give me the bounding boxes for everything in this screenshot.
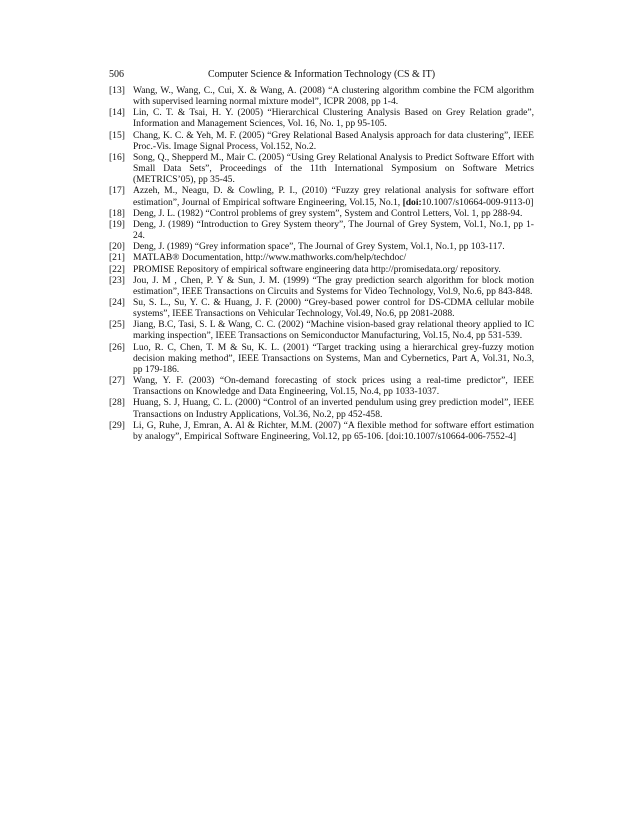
reference-number: [16] — [109, 151, 125, 163]
reference-item — [109, 420, 534, 442]
reference-item — [109, 208, 534, 219]
reference-number: [19] — [109, 218, 125, 230]
reference-item — [109, 319, 534, 341]
reference-list — [109, 85, 534, 442]
reference-text: Li, G, Ruhe, J, Emran, A. Al & Richter, M.M. (2007) “A flexible method for software effort estimation by analogy”, Empirical Software Engineering, Vol.12, pp 65-106. [doi:10.1007/s10664-006-7552-4] — [133, 419, 534, 442]
reference-number: [25] — [109, 319, 125, 331]
reference-item — [109, 152, 534, 185]
reference-text: Huang, S. J, Huang, C. L. (2000) “Control of an inverted pendulum using grey prediction model”, IEEE Transactions on Industry Applications, Vol.36, No.2, pp 452-458. — [133, 397, 534, 420]
reference-item — [109, 275, 534, 297]
reference-number: [17] — [109, 185, 125, 197]
reference-text: MATLAB® Documentation, http://www.mathworks.com/help/techdoc/ — [133, 252, 407, 264]
reference-text: Su, S. L., Su, Y. C. & Huang, J. F. (2000) “Grey-based power control for DS-CDMA cellular mobile systems”, IEEE Transactions on Vehicular Technology, Vol.49, No.6, pp 2081-2088. — [133, 296, 534, 320]
reference-number: [13] — [109, 85, 125, 96]
reference-doi: 10.1007/s10664-009-9113-0] — [421, 196, 534, 208]
reference-item — [109, 375, 534, 397]
reference-item — [109, 219, 534, 241]
reference-text: Jou, J. M , Chen, P. Y & Sun, J. M. (1999) “The gray prediction search algorithm for block motion estimation”, IEEE Transactions on Circuits and Systems for Video Technology, Vol.9, No.6, pp 843-848. — [133, 274, 534, 297]
reference-item — [109, 297, 534, 319]
journal-title: Computer Science & Information Technology (CS & IT) — [207, 69, 436, 80]
reference-doi-label: [doi: — [402, 196, 422, 208]
reference-item — [109, 107, 534, 129]
reference-item — [109, 85, 534, 107]
page-number: 506 — [109, 69, 124, 80]
reference-item — [109, 342, 534, 375]
reference-text: Song, Q., Shepperd M., Mair C. (2005) “Using Grey Relational Analysis to Predict Software Effort with Small Data Sets”, Proceedings of the 11th International Symposium on Software Metrics (METRICS’05), pp 35-45. — [133, 151, 534, 186]
reference-number: [23] — [109, 274, 125, 286]
reference-text: Wang, Y. F. (2003) “On-demand forecasting of stock prices using a real-time predictor”, IEEE Transactions on Knowledge and Data Engineering, Vol.15, No.4, pp 1033-1037. — [133, 375, 534, 398]
reference-text: Luo, R. C, Chen, T. M & Su, K. L. (2001) “Target tracking using a hierarchical grey-fuzzy motion decision making method”, IEEE Transactions on Systems, Man and Cybernetics, Part A, Vol.31, No.3, pp 179-186. — [133, 341, 534, 375]
reference-text: Azzeh, M., Neagu, D. & Cowling, P. I., (2010) “Fuzzy grey relational analysis for software effort estimation”, Journal of Empirical software Engineering, Vol.15, No.1, — [133, 185, 534, 208]
reference-text: Deng, J. (1989) “Introduction to Grey System theory”, The Journal of Grey System, Vol.1, No.1, pp 1-24. — [133, 218, 534, 242]
reference-number: [29] — [109, 419, 125, 431]
reference-text: Lin, C. T. & Tsai, H. Y. (2005) “Hierarchical Clustering Analysis Based on Grey Relation grade”, Information and Management Sciences, Vol. 16, No. 1, pp 95-105. — [133, 107, 534, 130]
reference-item — [109, 397, 534, 419]
reference-number: [21] — [109, 252, 125, 264]
reference-item — [109, 264, 534, 275]
reference-number: [14] — [109, 107, 125, 119]
reference-text: PROMISE Repository of empirical software engineering data http://promisedata.org/ repository. — [133, 263, 501, 275]
reference-number: [28] — [109, 397, 125, 409]
reference-item — [109, 241, 534, 252]
reference-text: Chang, K. C. & Yeh, M. F. (2005) “Grey Relational Based Analysis approach for data clustering”, IEEE Proc.-Vis. Image Signal Process, Vol.152, No.2. — [133, 129, 534, 152]
reference-number: [22] — [109, 263, 125, 275]
reference-item — [109, 252, 534, 263]
reference-number: [26] — [109, 341, 125, 353]
reference-number: [24] — [109, 296, 125, 308]
reference-number: [15] — [109, 129, 125, 141]
reference-item — [109, 130, 534, 152]
reference-number: [27] — [109, 375, 125, 387]
reference-text: Deng, J. (1989) “Grey information space”, The Journal of Grey System, Vol.1, No.1, pp 103-117. — [133, 241, 505, 253]
reference-number: [18] — [109, 207, 125, 219]
reference-text: Deng, J. L. (1982) “Control problems of grey system”, System and Control Letters, Vol. 1, pp 288-94. — [133, 207, 523, 219]
reference-item — [109, 185, 534, 207]
reference-text: Jiang, B.C, Tasi, S. L & Wang, C. C. (2002) “Machine vision-based gray relational theory applied to IC marking inspection”, IEEE Transactions on Semiconductor Manufacturing, Vol.15, No.4, pp 531-539. — [133, 319, 534, 342]
reference-number: [20] — [109, 241, 125, 253]
reference-text: Wang, W., Wang, C., Cui, X. & Wang, A. (2008) “A clustering algorithm combine the FCM algorithm with supervised learning normal mixture model”, ICPR 2008, pp 1-4. — [133, 85, 534, 108]
